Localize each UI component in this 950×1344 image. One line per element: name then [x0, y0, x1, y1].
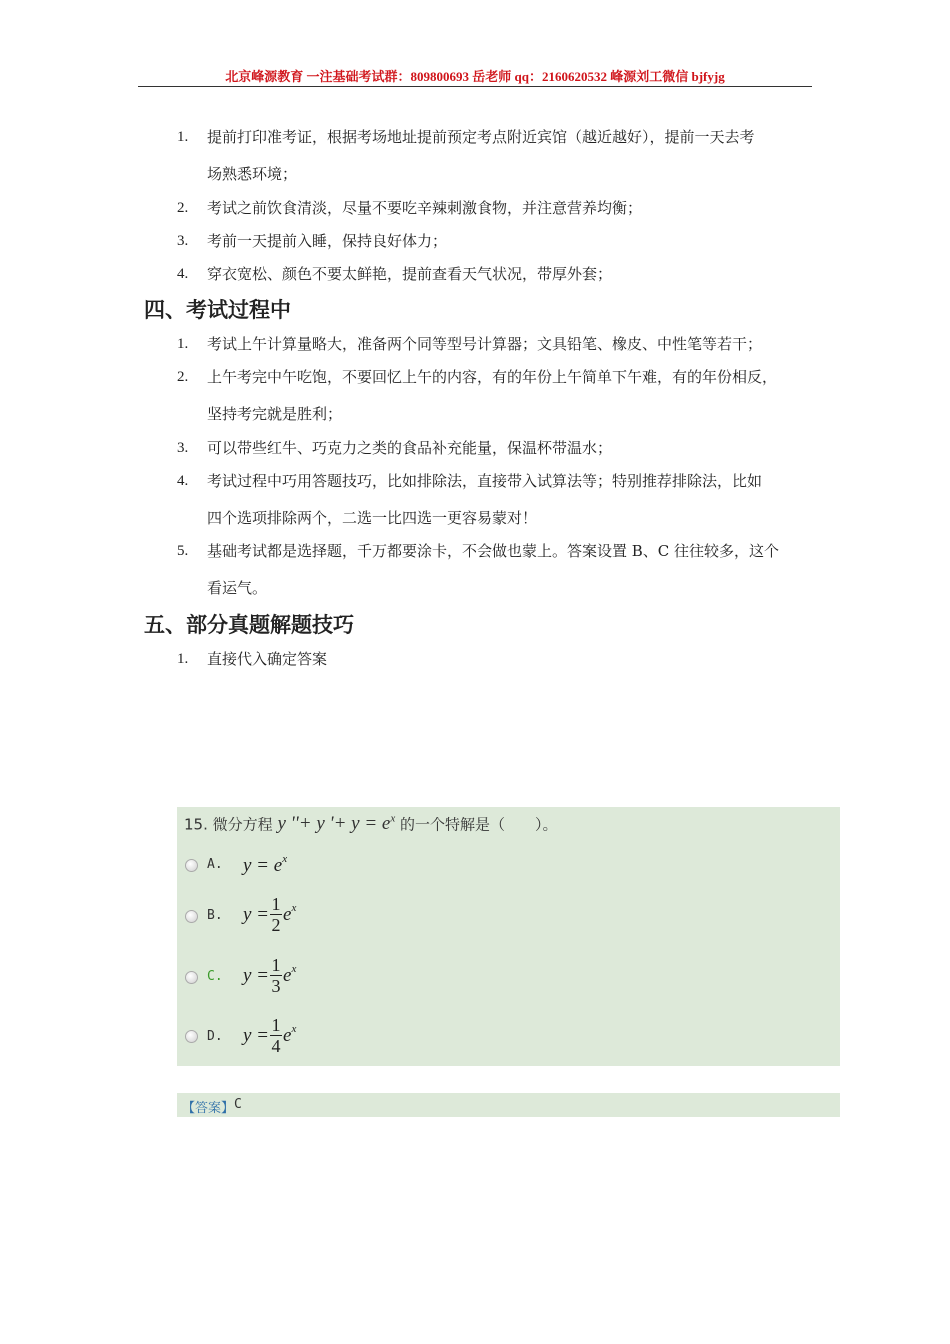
option-b[interactable]	[183, 894, 483, 957]
list-text: 上午考完中午吃饱，不要回忆上午的内容，有的年份上午简单下午难，有的年份相反，	[207, 368, 778, 386]
section-heading: 四、考试过程中	[144, 298, 291, 322]
list-text: 穿衣宽松、颜色不要太鲜艳，提前查看天气状况，带厚外套；	[207, 265, 613, 283]
list-text: 考前一天提前入睡，保持良好体力；	[207, 232, 448, 250]
list-text: 考试过程中巧用答题技巧，比如排除法，直接带入试算法等；特别推荐排除法，比如	[207, 472, 763, 490]
list-text: 直接代入确定答案	[207, 650, 328, 668]
header-rule	[138, 86, 812, 87]
list-text: 坚持考完就是胜利；	[207, 405, 343, 423]
option-label: C.	[207, 969, 223, 984]
list-text: 考试上午计算量略大，准备两个同等型号计算器；文具铅笔、橡皮、中性笔等若干；	[207, 335, 763, 353]
list-text: 提前打印准考证，根据考场地址提前预定考点附近宾馆（越近越好），提前一天去考	[207, 128, 755, 146]
list-text: 看运气。	[207, 579, 268, 597]
list-number: 1.	[177, 129, 189, 145]
option-formula: y = $\frac{1}{4}$ e $^x$	[243, 1015, 297, 1056]
question-stem	[184, 813, 558, 835]
section-heading: 五、部分真题解题技巧	[144, 613, 354, 637]
answer-value: C	[234, 1097, 242, 1112]
option-formula: y = $\frac{1}{3}$ e $^x$	[243, 955, 297, 996]
radio-button[interactable]	[185, 910, 198, 923]
option-formula: y = $\frac{1}{2}$ e $^x$	[243, 894, 297, 935]
question-prefix: 微分方程	[212, 815, 273, 834]
radio-button[interactable]	[185, 859, 198, 872]
list-number: 1.	[177, 336, 189, 352]
list-number: 3.	[177, 440, 189, 456]
page-header: 北京峰源教育 一注基础考试群：809800693 岳老师 qq：2160620532 峰源刘工微信 bjfyjg	[225, 69, 725, 84]
answer-label: 【答案】	[182, 1101, 235, 1116]
option-label: B.	[207, 908, 223, 923]
answer-bar	[177, 1093, 840, 1117]
list-text: 可以带些红牛、巧克力之类的食品补充能量，保温杯带温水；	[207, 439, 613, 457]
list-number: 4.	[177, 266, 189, 282]
option-formula: y = e $^x$	[243, 853, 288, 876]
list-number: 3.	[177, 233, 189, 249]
radio-button[interactable]	[185, 1030, 198, 1043]
option-d[interactable]	[183, 1015, 483, 1079]
option-c[interactable]	[183, 955, 483, 1018]
list-number: 2.	[177, 369, 189, 385]
question-number: 15.	[184, 815, 208, 834]
radio-button[interactable]	[185, 971, 198, 984]
list-number: 5.	[177, 543, 189, 559]
question-panel	[177, 807, 840, 1066]
list-number: 2.	[177, 200, 189, 216]
list-text: 基础考试都是选择题，千万都要涂卡，不会做也蒙上。答案设置 B、C 往往较多，这个	[207, 542, 780, 560]
option-label: D.	[207, 1029, 223, 1044]
list-number: 4.	[177, 473, 189, 489]
list-number: 1.	[177, 651, 189, 667]
list-text: 场熟悉环境；	[207, 165, 298, 183]
question-equation: y ''+ y '+ $y = e^x$	[277, 813, 396, 835]
list-text: 四个选项排除两个，二选一比四选一更容易蒙对！	[207, 509, 538, 527]
list-text: 考试之前饮食清淡，尽量不要吃辛辣刺激食物，并注意营养均衡；	[207, 199, 643, 217]
option-label: A.	[207, 857, 223, 872]
question-suffix: 的一个特解是（ ）。	[400, 815, 558, 834]
